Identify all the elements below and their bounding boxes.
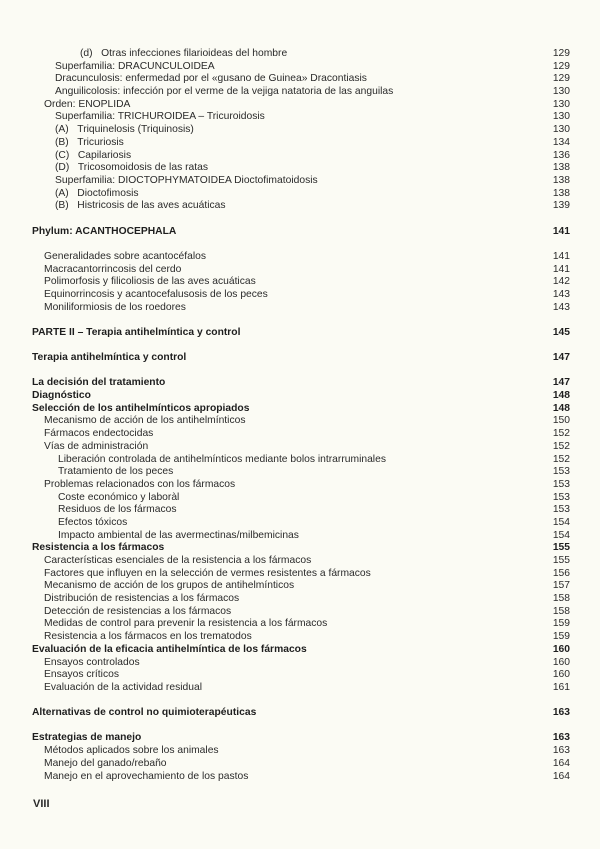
- toc-page-number: 145: [552, 326, 570, 338]
- toc-entry: [0, 276, 600, 289]
- toc-page-number: 163: [552, 707, 570, 719]
- toc-entry-title: Terapia antihelmíntica y control: [32, 352, 187, 364]
- toc-entry: [0, 466, 600, 479]
- toc-entry-title: Equinorrincosis y acantocefalusosis de los peces: [44, 288, 268, 300]
- toc-heading: [0, 390, 600, 403]
- toc-entry: [0, 492, 600, 505]
- toc-entry: [0, 618, 600, 631]
- toc-entry-title: Factores que influyen en la selección de vermes resistentes a fármacos: [44, 567, 371, 579]
- toc-page-number: 153: [552, 478, 570, 490]
- section-spacer: [0, 213, 600, 226]
- toc-entry-title: Evaluación de la actividad residual: [44, 681, 202, 693]
- toc-entry-title: Diagnóstico: [32, 390, 91, 402]
- toc-page-number: 159: [552, 618, 570, 630]
- toc-entry-title: (A) Dioctofimosis: [55, 187, 139, 199]
- toc-entry-title: (B) Histricosis de las aves acuáticas: [55, 200, 226, 212]
- toc-page-number: 163: [552, 745, 570, 757]
- toc-entry: [0, 162, 600, 175]
- toc-entry-title: Anguilicolosis: infección por el verme de la vejiga natatoria de las anguilas: [55, 86, 394, 98]
- toc-page-number: 138: [552, 187, 570, 199]
- toc-entry: [0, 188, 600, 201]
- toc-entry-title: Alternativas de control no quimioterapéuticas: [32, 707, 257, 719]
- toc-entry-title: Dracunculosis: enfermedad por el «gusano de Guinea» Dracontiasis: [55, 73, 367, 85]
- toc-page-number: 141: [552, 263, 570, 275]
- toc-page-number: 141: [552, 225, 570, 237]
- toc-entry: [0, 441, 600, 454]
- toc-heading: [0, 732, 600, 745]
- toc-entry-title: Orden: ENOPLIDA: [44, 98, 131, 110]
- toc-entry: [0, 175, 600, 188]
- toc-page-number: 155: [552, 542, 570, 554]
- toc-entry: [0, 504, 600, 517]
- toc-entry-title: Tratamiento de los peces: [58, 466, 174, 478]
- toc-entry: [0, 631, 600, 644]
- toc-entry: [0, 86, 600, 99]
- toc-entry-title: (d) Otras infecciones filarioideas del hombre: [80, 48, 288, 59]
- toc-page-number: 129: [552, 73, 570, 85]
- toc-entry: [0, 593, 600, 606]
- toc-entry-title: Selección de los antihelmínticos apropiados: [32, 402, 250, 414]
- toc-page-number: 154: [552, 516, 570, 528]
- toc-entry-title: Evaluación de la eficacia antihelmíntica de los fármacos: [32, 643, 307, 655]
- toc-entry: [0, 99, 600, 112]
- toc-entry: [0, 137, 600, 150]
- toc-entry: [0, 48, 600, 61]
- toc-page-number: 158: [552, 593, 570, 605]
- toc-page-number: 164: [552, 757, 570, 769]
- toc-entry: [0, 568, 600, 581]
- toc-entry-title: Problemas relacionados con los fármacos: [44, 478, 236, 490]
- toc-page-number: 134: [552, 136, 570, 148]
- toc-entry-title: Manejo en el aprovechamiento de los pastos: [44, 770, 249, 782]
- toc-page-number: 139: [552, 200, 570, 212]
- toc-entry-title: Medidas de control para prevenir la resistencia a los fármacos: [44, 618, 328, 630]
- toc-entry-title: (C) Capilariosis: [55, 149, 132, 161]
- toc-page-number: 130: [552, 98, 570, 110]
- toc-entry: [0, 251, 600, 264]
- toc-page-number: 155: [552, 555, 570, 567]
- toc-heading: [0, 707, 600, 720]
- toc-entry-title: Detección de resistencias a los fármacos: [44, 605, 232, 617]
- toc-entry: [0, 264, 600, 277]
- toc-entry: [0, 606, 600, 619]
- toc-entry: [0, 150, 600, 163]
- toc-entry-title: Ensayos controlados: [44, 656, 140, 668]
- toc-page-number: 143: [552, 288, 570, 300]
- toc-entry: [0, 200, 600, 213]
- toc-heading: [0, 226, 600, 239]
- toc-page-number: 153: [552, 504, 570, 516]
- toc-page-number: 147: [552, 377, 570, 389]
- toc-page-number: 141: [552, 250, 570, 262]
- toc-page-number: 152: [552, 440, 570, 452]
- toc-page-number: 164: [552, 770, 570, 782]
- toc-page-number: 138: [552, 162, 570, 174]
- toc-entry-title: Polimorfosis y filicoliosis de las aves acuáticas: [44, 276, 256, 288]
- toc-entry: [0, 124, 600, 137]
- toc-entry-title: Residuos de los fármacos: [58, 504, 177, 516]
- toc-entry-title: Superfamilia: TRICHUROIDEA – Tricuroidosis: [55, 111, 265, 123]
- table-of-contents: [0, 48, 600, 783]
- toc-entry: [0, 758, 600, 771]
- toc-page-number: 160: [552, 669, 570, 681]
- toc-entry: [0, 555, 600, 568]
- toc-entry-title: Ensayos críticos: [44, 669, 119, 681]
- toc-entry-title: Resistencia a los fármacos en los trematodos: [44, 631, 252, 643]
- toc-entry-title: (B) Tricuriosis: [55, 136, 124, 148]
- toc-entry: [0, 517, 600, 530]
- toc-heading: [0, 644, 600, 657]
- toc-entry: [0, 111, 600, 124]
- toc-entry: [0, 745, 600, 758]
- toc-entry-title: Efectos tóxicos: [58, 516, 128, 528]
- toc-page-number: 142: [552, 276, 570, 288]
- toc-page-number: 160: [552, 643, 570, 655]
- toc-entry: [0, 428, 600, 441]
- toc-page-number: 130: [552, 86, 570, 98]
- page-folio: VIII: [33, 798, 50, 810]
- toc-page-number: 130: [552, 124, 570, 136]
- toc-page-number: 148: [552, 402, 570, 414]
- toc-entry-title: Superfamilia: DIOCTOPHYMATOIDEA Dioctofimatoidosis: [55, 174, 318, 186]
- toc-entry-title: Características esenciales de la resistencia a los fármacos: [44, 555, 312, 567]
- toc-page-number: 159: [552, 631, 570, 643]
- toc-entry: [0, 682, 600, 695]
- section-spacer: [0, 314, 600, 327]
- toc-page-number: 153: [552, 466, 570, 478]
- toc-entry-title: Vías de administración: [44, 440, 149, 452]
- toc-entry: [0, 657, 600, 670]
- toc-entry-title: Fármacos endectocidas: [44, 428, 154, 440]
- toc-entry: [0, 479, 600, 492]
- toc-page-number: 152: [552, 453, 570, 465]
- toc-page-number: 129: [552, 48, 570, 59]
- toc-page-number: 158: [552, 605, 570, 617]
- toc-heading: [0, 377, 600, 390]
- toc-page-number: 163: [552, 732, 570, 744]
- toc-entry-title: Mecanismo de acción de los grupos de antihelmínticos: [44, 580, 295, 592]
- toc-entry-title: Métodos aplicados sobre los animales: [44, 745, 219, 757]
- toc-page-number: 153: [552, 491, 570, 503]
- toc-entry: [0, 454, 600, 467]
- toc-entry-title: La decisión del tratamiento: [32, 377, 166, 389]
- toc-page-number: 148: [552, 390, 570, 402]
- toc-entry-title: Resistencia a los fármacos: [32, 542, 165, 554]
- toc-entry-title: Estrategias de manejo: [32, 732, 142, 744]
- toc-entry: [0, 580, 600, 593]
- toc-page-number: 157: [552, 580, 570, 592]
- toc-entry-title: Coste económico y laboràl: [58, 491, 180, 503]
- section-spacer: [0, 720, 600, 733]
- toc-entry-title: (A) Triquinelosis (Triquinosis): [55, 124, 194, 136]
- toc-page-number: 143: [552, 301, 570, 313]
- toc-entry-title: Liberación controlada de antihelmínticos mediante bolos intrarruminales: [58, 453, 386, 465]
- toc-page-number: 138: [552, 174, 570, 186]
- toc-entry-title: Macracantorrincosis del cerdo: [44, 263, 182, 275]
- toc-entry: [0, 415, 600, 428]
- toc-entry: [0, 530, 600, 543]
- toc-page-number: 130: [552, 111, 570, 123]
- toc-entry-title: Generalidades sobre acantocéfalos: [44, 250, 206, 262]
- toc-entry: [0, 669, 600, 682]
- toc-entry-title: Superfamilia: DRACUNCULOIDEA: [55, 60, 215, 72]
- toc-heading: [0, 403, 600, 416]
- toc-entry-title: Manejo del ganado/rebaño: [44, 757, 167, 769]
- toc-page-number: 154: [552, 529, 570, 541]
- toc-heading: [0, 327, 600, 340]
- toc-entry: [0, 289, 600, 302]
- toc-page-number: 152: [552, 428, 570, 440]
- toc-entry-title: Distribución de resistencias a los fármacos: [44, 593, 240, 605]
- toc-entry-title: PARTE II – Terapia antihelmíntica y control: [32, 326, 241, 338]
- toc-entry-title: Moniliformiosis de los roedores: [44, 301, 186, 313]
- toc-entry: [0, 61, 600, 74]
- toc-page-number: 150: [552, 415, 570, 427]
- section-spacer: [0, 238, 600, 251]
- toc-page-number: 129: [552, 60, 570, 72]
- section-spacer: [0, 340, 600, 353]
- toc-heading: [0, 542, 600, 555]
- toc-entry: [0, 771, 600, 784]
- toc-page-number: 147: [552, 352, 570, 364]
- toc-entry: [0, 302, 600, 315]
- toc-page-number: 136: [552, 149, 570, 161]
- toc-entry-title: (D) Tricosomoidosis de las ratas: [55, 162, 208, 174]
- toc-page-number: 161: [552, 681, 570, 693]
- toc-entry-title: Phylum: ACANTHOCEPHALA: [32, 225, 177, 237]
- toc-entry-title: Mecanismo de acción de los antihelmínticos: [44, 415, 246, 427]
- section-spacer: [0, 695, 600, 708]
- toc-entry-title: Impacto ambiental de las avermectinas/milbemicinas: [58, 529, 299, 541]
- toc-page-number: 156: [552, 567, 570, 579]
- section-spacer: [0, 365, 600, 378]
- toc-page-number: 160: [552, 656, 570, 668]
- toc-heading: [0, 352, 600, 365]
- toc-entry: [0, 73, 600, 86]
